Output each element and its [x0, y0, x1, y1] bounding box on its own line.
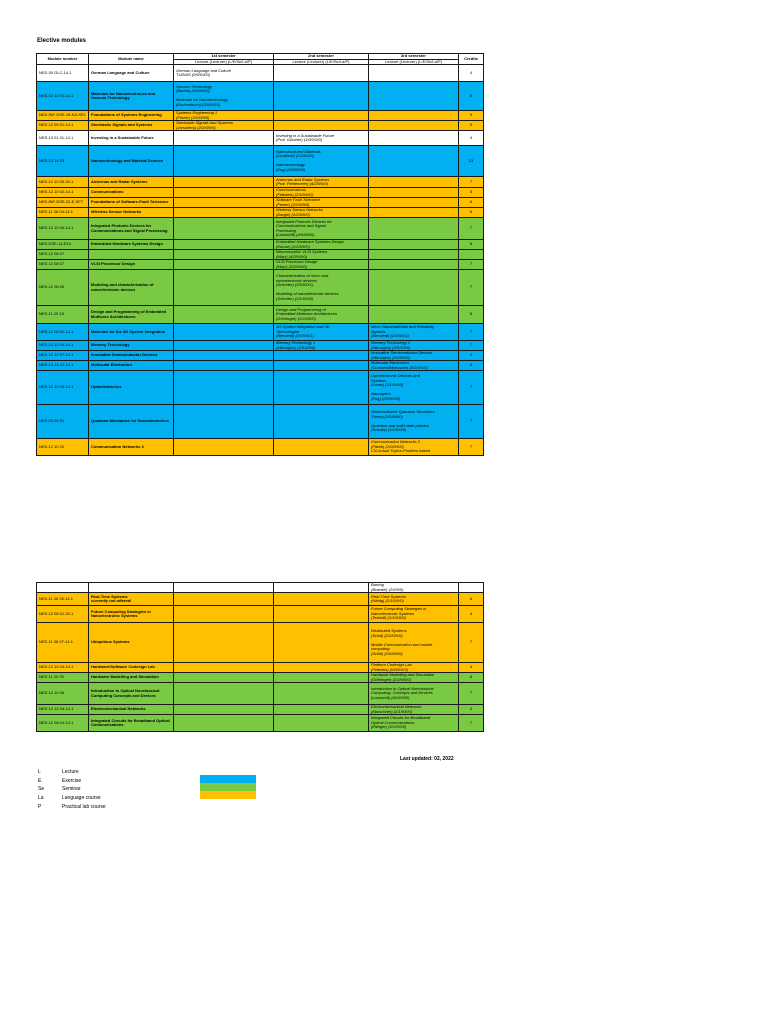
- header-credits: Credits: [459, 54, 484, 65]
- semester-1-cell: [174, 663, 274, 673]
- module-name-text: Real-Time Systems: [91, 593, 128, 599]
- page-title: Elective modules: [37, 38, 87, 44]
- semester-1-cell: [174, 405, 274, 439]
- module-row: [37, 606, 484, 623]
- semester-3-cell: Introduction to Optical Nonclassical Computing: Concepts and Devices (Lamshöft) (4/2/0/0/0): [369, 683, 459, 705]
- semester-2-cell: Software Fault Tolerance (Fetzer) (2/2/0/0/0): [274, 198, 369, 208]
- semester-2-cell: Nanostructured Materials (Cuniberti) (2/2/0/0/0) Nanotechnology (Eng) (2/0/0/0/0): [274, 146, 369, 177]
- semester-2-cell: [274, 82, 369, 111]
- legend: [38, 768, 106, 811]
- module-row: [37, 121, 484, 131]
- semester-2-cell: Antennas and Radar Systems (Prof. Plettemeier) (4/2/0/0/0): [274, 177, 369, 188]
- module-number-cell: NES-INF-DSE-28-KA-SE1: [37, 111, 89, 121]
- semester-3-cell: Barring (Braedel) (2/0/0/0): [369, 583, 459, 593]
- semester-2-cell: Embedded Hardware Systems Design (Kumar) (2/2/0/0/0): [274, 240, 369, 250]
- semester-2-cell: [274, 65, 369, 82]
- module-row: [37, 593, 484, 606]
- semester-2-cell: Wireless Sensor Networks (Dargie) (2/2/0/0/0): [274, 208, 369, 218]
- semester-3-cell: Hardware Modelling and Simulation (Göhringer) (2/2/0/0/0): [369, 673, 459, 683]
- semester-3-cell: Integrated Circuits for Broadband Optical Communications (Ellinger) (2/1/0/0/0): [369, 715, 459, 732]
- semester-3-cell: [369, 250, 459, 260]
- module-number-cell: NES-12 12 07-14.1: [37, 351, 89, 361]
- module-number-cell: NES-12 10 05-20.1: [37, 177, 89, 188]
- header-module-number: Module number: [37, 54, 89, 65]
- semester-1-cell: [174, 351, 274, 361]
- module-name-cell: Introduction to Optical Nonclassical Computing Concepts and Devices: [89, 683, 174, 705]
- module-name-cell: Integrated Circuits for Broadband Optical Communications: [89, 715, 174, 732]
- semester-2-cell: Investing in a Sustainable Future (Prof. Günther) (1/0/2/0/0): [274, 131, 369, 146]
- semester-3-cell: [369, 111, 459, 121]
- semester-3-cell: [369, 260, 459, 270]
- module-name-cell: [89, 583, 174, 593]
- semester-3-cell: [369, 177, 459, 188]
- module-row: [37, 131, 484, 146]
- semester-1-cell: Systems Engineering 1 (Fetzer) (2/2/0/0/0): [174, 111, 274, 121]
- module-row: [37, 146, 484, 177]
- semester-1-cell: Vacuum Technology (Bartha) (2/0/0/0/0) Materials for Nanotechnology (Kuchenbuch) (2/0/0/0/1): [174, 82, 274, 111]
- legend-row: [38, 794, 106, 803]
- semester-1-cell: [174, 198, 274, 208]
- module-number-cell: NES-12 10 04-14.1: [37, 663, 89, 673]
- credits-cell: 5: [459, 111, 484, 121]
- module-row: [37, 111, 484, 121]
- module-name-cell: [89, 593, 174, 606]
- semester-3-cell: [369, 208, 459, 218]
- semester-3-cell: Micro-Nanomaterials and Reliability Aspects (Bierstedt) (2/0/0/0/1): [369, 324, 459, 341]
- semester-2-cell: Integrated Photonic Devices for Communications and Signal Processing (Lamshöft) (4/0/0/0/0): [274, 218, 369, 240]
- module-number-cell: NES-12 08 07: [37, 260, 89, 270]
- semester-3-cell: [369, 306, 459, 324]
- credits-cell: 7: [459, 218, 484, 240]
- module-row: [37, 361, 484, 371]
- legend-label: Exercise: [62, 777, 82, 784]
- legend-row: [38, 777, 106, 786]
- module-row: [37, 65, 484, 82]
- semester-2-cell: [274, 351, 369, 361]
- module-row: [37, 177, 484, 188]
- header-semester-1: 1st semester: [174, 54, 274, 60]
- module-row: [37, 583, 484, 593]
- semester-1-cell: [174, 341, 274, 351]
- semester-1-cell: [174, 439, 274, 456]
- module-name-cell: Nanotechnology and Material Science: [89, 146, 174, 177]
- credits-cell: 6: [459, 593, 484, 606]
- module-row: [37, 341, 484, 351]
- credits-cell: 7: [459, 341, 484, 351]
- module-name-cell: Foundations of Software-Fault Tolerance: [89, 198, 174, 208]
- credits-cell: 7: [459, 405, 484, 439]
- module-name-cell: Design and Programming of Embedded Multicore Architectures: [89, 306, 174, 324]
- semester-2-cell: [274, 439, 369, 456]
- module-name-cell: Hardware Modelling and Simulation: [89, 673, 174, 683]
- credits-cell: 4: [459, 663, 484, 673]
- credits-cell: 7: [459, 324, 484, 341]
- module-row: [37, 198, 484, 208]
- semester-1-cell: [174, 606, 274, 623]
- module-number-cell: NES-13 14 03: [37, 146, 89, 177]
- semester-3-cell: [369, 270, 459, 306]
- credits-cell: 7: [459, 177, 484, 188]
- semester-3-cell: Platform Codesign Lab (Fettweis) (0/0/0/0/3): [369, 663, 459, 673]
- semester-2-cell: [274, 593, 369, 606]
- credits-cell: 7: [459, 439, 484, 456]
- module-row: [37, 673, 484, 683]
- semester-3-cell: Semiconductor Quantum Structures Theory (2/1/0/0/0) Quantum and solid state physics (Schultz) (2/1/0/0/0): [369, 405, 459, 439]
- module-row: [37, 715, 484, 732]
- semester-3-cell: [369, 82, 459, 111]
- module-name-cell: Foundations of Systems Engineering: [89, 111, 174, 121]
- credits-cell: 6: [459, 673, 484, 683]
- elective-modules-table: [36, 53, 484, 456]
- credits-cell: 7: [459, 260, 484, 270]
- module-name-cell: Stochastic Signals and Systems: [89, 121, 174, 131]
- credits-cell: 6: [459, 198, 484, 208]
- module-row: [37, 405, 484, 439]
- module-number-cell: NES-13 14 02-14.1: [37, 361, 89, 371]
- semester-1-cell: [174, 593, 274, 606]
- credits-cell: 4: [459, 351, 484, 361]
- module-row: [37, 705, 484, 715]
- credits-cell: 4: [459, 606, 484, 623]
- semester-3-cell: Electromechanical Networks (Marschner) (2/1/0/0/0): [369, 705, 459, 715]
- module-name-cell: Materials for Nanoelectronics and Vacuum Technology: [89, 82, 174, 111]
- semester-3-cell: [369, 198, 459, 208]
- credits-cell: 6: [459, 361, 484, 371]
- module-name-cell: Electromechanical Networks: [89, 705, 174, 715]
- semester-3-cell: Molecular Electronics (Cuniberti/Moessner) (2/2/0/0/0): [369, 361, 459, 371]
- header-semester-3: 3rd semester: [369, 54, 459, 60]
- semester-3-cell: [369, 121, 459, 131]
- module-name-cell: Quantum Mechanics for Nanoelectronics: [89, 405, 174, 439]
- header-semester-1-sub: Lecture (Lecturer) (L/E/Se/La/P): [174, 59, 274, 65]
- module-name-cell: Ubiquitous Systems: [89, 623, 174, 663]
- module-name-cell: Materials for the 3D System Integration: [89, 324, 174, 341]
- module-name-cell: Optoelectronics: [89, 371, 174, 405]
- legend-label: Seminar: [62, 786, 81, 793]
- semester-1-cell: [174, 683, 274, 705]
- module-number-cell: NES-12 08 26: [37, 270, 89, 306]
- legend-label: Lecture: [62, 769, 79, 776]
- credits-cell: 4: [459, 65, 484, 82]
- module-number-cell: NES-02 04 01: [37, 405, 89, 439]
- module-row: [37, 250, 484, 260]
- module-number-cell: NES-11 20 18: [37, 306, 89, 324]
- module-row: [37, 188, 484, 198]
- module-row: [37, 663, 484, 673]
- module-number-cell: NES-12 08 01-20.1: [37, 606, 89, 623]
- module-row: [37, 82, 484, 111]
- legend-abbr: L: [38, 769, 41, 776]
- legend-abbr: E: [38, 777, 42, 784]
- semester-1-cell: German Language and Culture TUDIAS (0/0/0/4/0): [174, 65, 274, 82]
- semester-2-cell: [274, 371, 369, 405]
- module-name-cell: Memory Technology: [89, 341, 174, 351]
- module-number-cell: NES-30 GLC-14.1: [37, 65, 89, 82]
- module-row: [37, 439, 484, 456]
- semester-3-cell: [369, 131, 459, 146]
- module-row: [37, 351, 484, 361]
- module-number-cell: NES-12 08 04-14.1: [37, 715, 89, 732]
- module-number-cell: NES-12 12 03-14.1: [37, 341, 89, 351]
- module-number-cell: NES-12 08 07: [37, 250, 89, 260]
- credits-cell: [459, 583, 484, 593]
- semester-2-cell: [274, 606, 369, 623]
- semester-2-cell: [274, 583, 369, 593]
- semester-1-cell: [174, 673, 274, 683]
- module-name-cell: Antennas and Radar Systems: [89, 177, 174, 188]
- semester-1-cell: [174, 131, 274, 146]
- module-row: [37, 208, 484, 218]
- module-number-cell: NES-12 10 20: [37, 439, 89, 456]
- credits-cell: 6: [459, 82, 484, 111]
- credits-cell: 5: [459, 121, 484, 131]
- module-row: [37, 260, 484, 270]
- module-row: [37, 623, 484, 663]
- module-number-cell: NES-12 10 06-14.1: [37, 218, 89, 240]
- credits-cell: 4: [459, 131, 484, 146]
- header-semester-2-sub: Lecture (Lecturer) (L/E/Se/La/P): [274, 59, 369, 65]
- semester-1-cell: [174, 705, 274, 715]
- semester-1-cell: [174, 188, 274, 198]
- second-table-body: [37, 583, 484, 732]
- legend-label: Practical lab course: [62, 803, 106, 810]
- semester-1-cell: Stochastic Signals and Systems (Jorswieck) (2/2/0/0/0): [174, 121, 274, 131]
- module-name-cell: VLSI Processor Design: [89, 260, 174, 270]
- credits-cell: 7: [459, 371, 484, 405]
- credits-cell: 7: [459, 623, 484, 663]
- semester-2-cell: Neuromorphic VLSI Systems (Mayr) (4/2/0/0/0): [274, 250, 369, 260]
- legend-row: [38, 802, 106, 811]
- module-number-cell: NES-10 01 01-14.1: [37, 131, 89, 146]
- module-number-cell: NES-11 06 04-14.1: [37, 208, 89, 218]
- header-semester-2: 2nd semester: [274, 54, 369, 60]
- module-number-cell: NES-DSE-14-E14: [37, 240, 89, 250]
- module-name-cell: Investing in a Sustainable Future: [89, 131, 174, 146]
- credits-cell: 6: [459, 306, 484, 324]
- semester-3-cell: Real-Time Systems (Härtig) (2/1/0/0/0): [369, 593, 459, 606]
- module-number-cell: NES-12 12 05-14.1: [37, 371, 89, 405]
- semester-3-cell: Optoelectronic Devices and Systems (Lauer) (2/1/0/0/0) Nanooptics (Eng) (2/0/0/0/0): [369, 371, 459, 405]
- semester-2-cell: Communications (Fettweis) (2/1/0/0/0): [274, 188, 369, 198]
- legend-abbr: P: [38, 803, 42, 810]
- module-name-cell: Communication Networks 3: [89, 439, 174, 456]
- semester-2-cell: Memory Technology 1 (Mikolajick) (2/0/1/0/0): [274, 341, 369, 351]
- semester-2-cell: Characterization of micro and nanoelectronic devices (Schröter) (2/0/0/0/1) Modeling of nanoelectronic devices (Schröter) (2/1/0/0/0): [274, 270, 369, 306]
- semester-3-cell: Innovative Semiconductor Devices (Mikolajick) (2/1/0/0/0): [369, 351, 459, 361]
- module-number-cell: NES-12 12 04-14.1: [37, 705, 89, 715]
- module-row: [37, 270, 484, 306]
- semester-3-cell: Future Computing Strategies in Nanoelectronic Systems (Tetzlaff) (2/1/0/0/0): [369, 606, 459, 623]
- module-row: [37, 240, 484, 250]
- credits-cell: [459, 250, 484, 260]
- module-row: [37, 324, 484, 341]
- module-name-cell: Communications: [89, 188, 174, 198]
- module-name-cell: Integrated Photonic Devices for Communications and Signal Processing: [89, 218, 174, 240]
- legend-swatch-yellow: [200, 791, 256, 799]
- module-number-cell: NES-12 09 01-14.1: [37, 121, 89, 131]
- legend-abbr: La: [38, 795, 44, 802]
- semester-2-cell: [274, 715, 369, 732]
- credits-cell: 6: [459, 240, 484, 250]
- module-number-cell: NES-12 08 01-14.1: [37, 324, 89, 341]
- semester-2-cell: [274, 623, 369, 663]
- module-row: [37, 371, 484, 405]
- semester-2-cell: [274, 663, 369, 673]
- module-name-cell: Modeling and characterization of nanoelectronic devices: [89, 270, 174, 306]
- legend-label: Language course: [62, 795, 101, 802]
- semester-1-cell: [174, 260, 274, 270]
- semester-2-cell: VLSI Processor Design (Mayr) (2/2/0/0/0): [274, 260, 369, 270]
- semester-3-cell: [369, 146, 459, 177]
- module-name-cell: Wireless Sensor Networks: [89, 208, 174, 218]
- main-table-body: [37, 65, 484, 456]
- semester-1-cell: [174, 270, 274, 306]
- module-name-cell: Molecular Electronics: [89, 361, 174, 371]
- module-number-cell: NES-11 06 07-14.1: [37, 623, 89, 663]
- semester-3-cell: Distributed Systems (Schill) (2/2/0/0/0) Mobile Communication and mobile computing (Schill) (2/0/0/0/0): [369, 623, 459, 663]
- module-number-cell: NES-INF-DSE-22-E-SFT: [37, 198, 89, 208]
- legend-row: [38, 768, 106, 777]
- semester-1-cell: [174, 250, 274, 260]
- legend-row: [38, 785, 106, 794]
- module-number-cell: NES-11 20 20: [37, 673, 89, 683]
- module-number-cell: NES-12 10 06: [37, 683, 89, 705]
- credits-cell: 6: [459, 208, 484, 218]
- semester-1-cell: [174, 240, 274, 250]
- credits-cell: 4: [459, 705, 484, 715]
- semester-2-cell: [274, 111, 369, 121]
- additional-modules-table: [36, 582, 484, 732]
- module-name-cell: Embedded Hardware Systems Design: [89, 240, 174, 250]
- semester-3-cell: Communication Networks 3 (Fitzek) (2/0/0/0/0) CN-Actual Topics-Problem based: [369, 439, 459, 456]
- module-name-cell: Hardware/Software Codesign Lab: [89, 663, 174, 673]
- module-row: [37, 683, 484, 705]
- module-number-cell: [37, 583, 89, 593]
- semester-1-cell: [174, 623, 274, 663]
- semester-2-cell: 3D System Integration and 3D Technologies (Bierstedt) (2/0/0/0/1): [274, 324, 369, 341]
- semester-1-cell: [174, 715, 274, 732]
- semester-2-cell: [274, 705, 369, 715]
- semester-2-cell: [274, 405, 369, 439]
- module-name-cell: [89, 250, 174, 260]
- module-name-cell: Innovative Semiconductor Devices: [89, 351, 174, 361]
- last-updated: Last updated: 02, 2022: [400, 756, 454, 762]
- credits-cell: 5: [459, 188, 484, 198]
- semester-1-cell: [174, 218, 274, 240]
- semester-1-cell: [174, 306, 274, 324]
- semester-2-cell: [274, 683, 369, 705]
- module-number-cell: NES-12 10 02-14.1: [37, 188, 89, 198]
- credits-cell: 13: [459, 146, 484, 177]
- availability-note: currently not offered!: [91, 598, 132, 603]
- semester-3-cell: Memory Technology 2 (Mikolajick) (2/0/1/0/0): [369, 341, 459, 351]
- semester-1-cell: [174, 146, 274, 177]
- module-row: [37, 218, 484, 240]
- semester-1-cell: [174, 324, 274, 341]
- semester-3-cell: [369, 240, 459, 250]
- credits-cell: 7: [459, 715, 484, 732]
- semester-2-cell: [274, 121, 369, 131]
- semester-1-cell: [174, 371, 274, 405]
- header-semester-3-sub: Lecture (Lecturer) (L/E/Se/La/P): [369, 59, 459, 65]
- semester-1-cell: [174, 177, 274, 188]
- module-name-cell: German Language and Culture: [89, 65, 174, 82]
- module-row: [37, 306, 484, 324]
- semester-3-cell: [369, 218, 459, 240]
- semester-3-cell: [369, 188, 459, 198]
- module-name-cell: Future Computing Strategies in Nanoelectronic Systems: [89, 606, 174, 623]
- semester-1-cell: [174, 208, 274, 218]
- semester-1-cell: [174, 361, 274, 371]
- header-module-name: Module name: [89, 54, 174, 65]
- semester-2-cell: [274, 361, 369, 371]
- credits-cell: 7: [459, 270, 484, 306]
- credits-cell: 7: [459, 683, 484, 705]
- semester-3-cell: [369, 65, 459, 82]
- semester-2-cell: Design and Programming of Embedded Multicore Architectures (Göhringer) (2/2/0/0/0): [274, 306, 369, 324]
- legend-abbr: Se: [38, 786, 45, 793]
- semester-1-cell: [174, 583, 274, 593]
- module-number-cell: NES-11 06 05-14.1: [37, 593, 89, 606]
- semester-2-cell: [274, 673, 369, 683]
- module-number-cell: NES-12 12 01-14.1: [37, 82, 89, 111]
